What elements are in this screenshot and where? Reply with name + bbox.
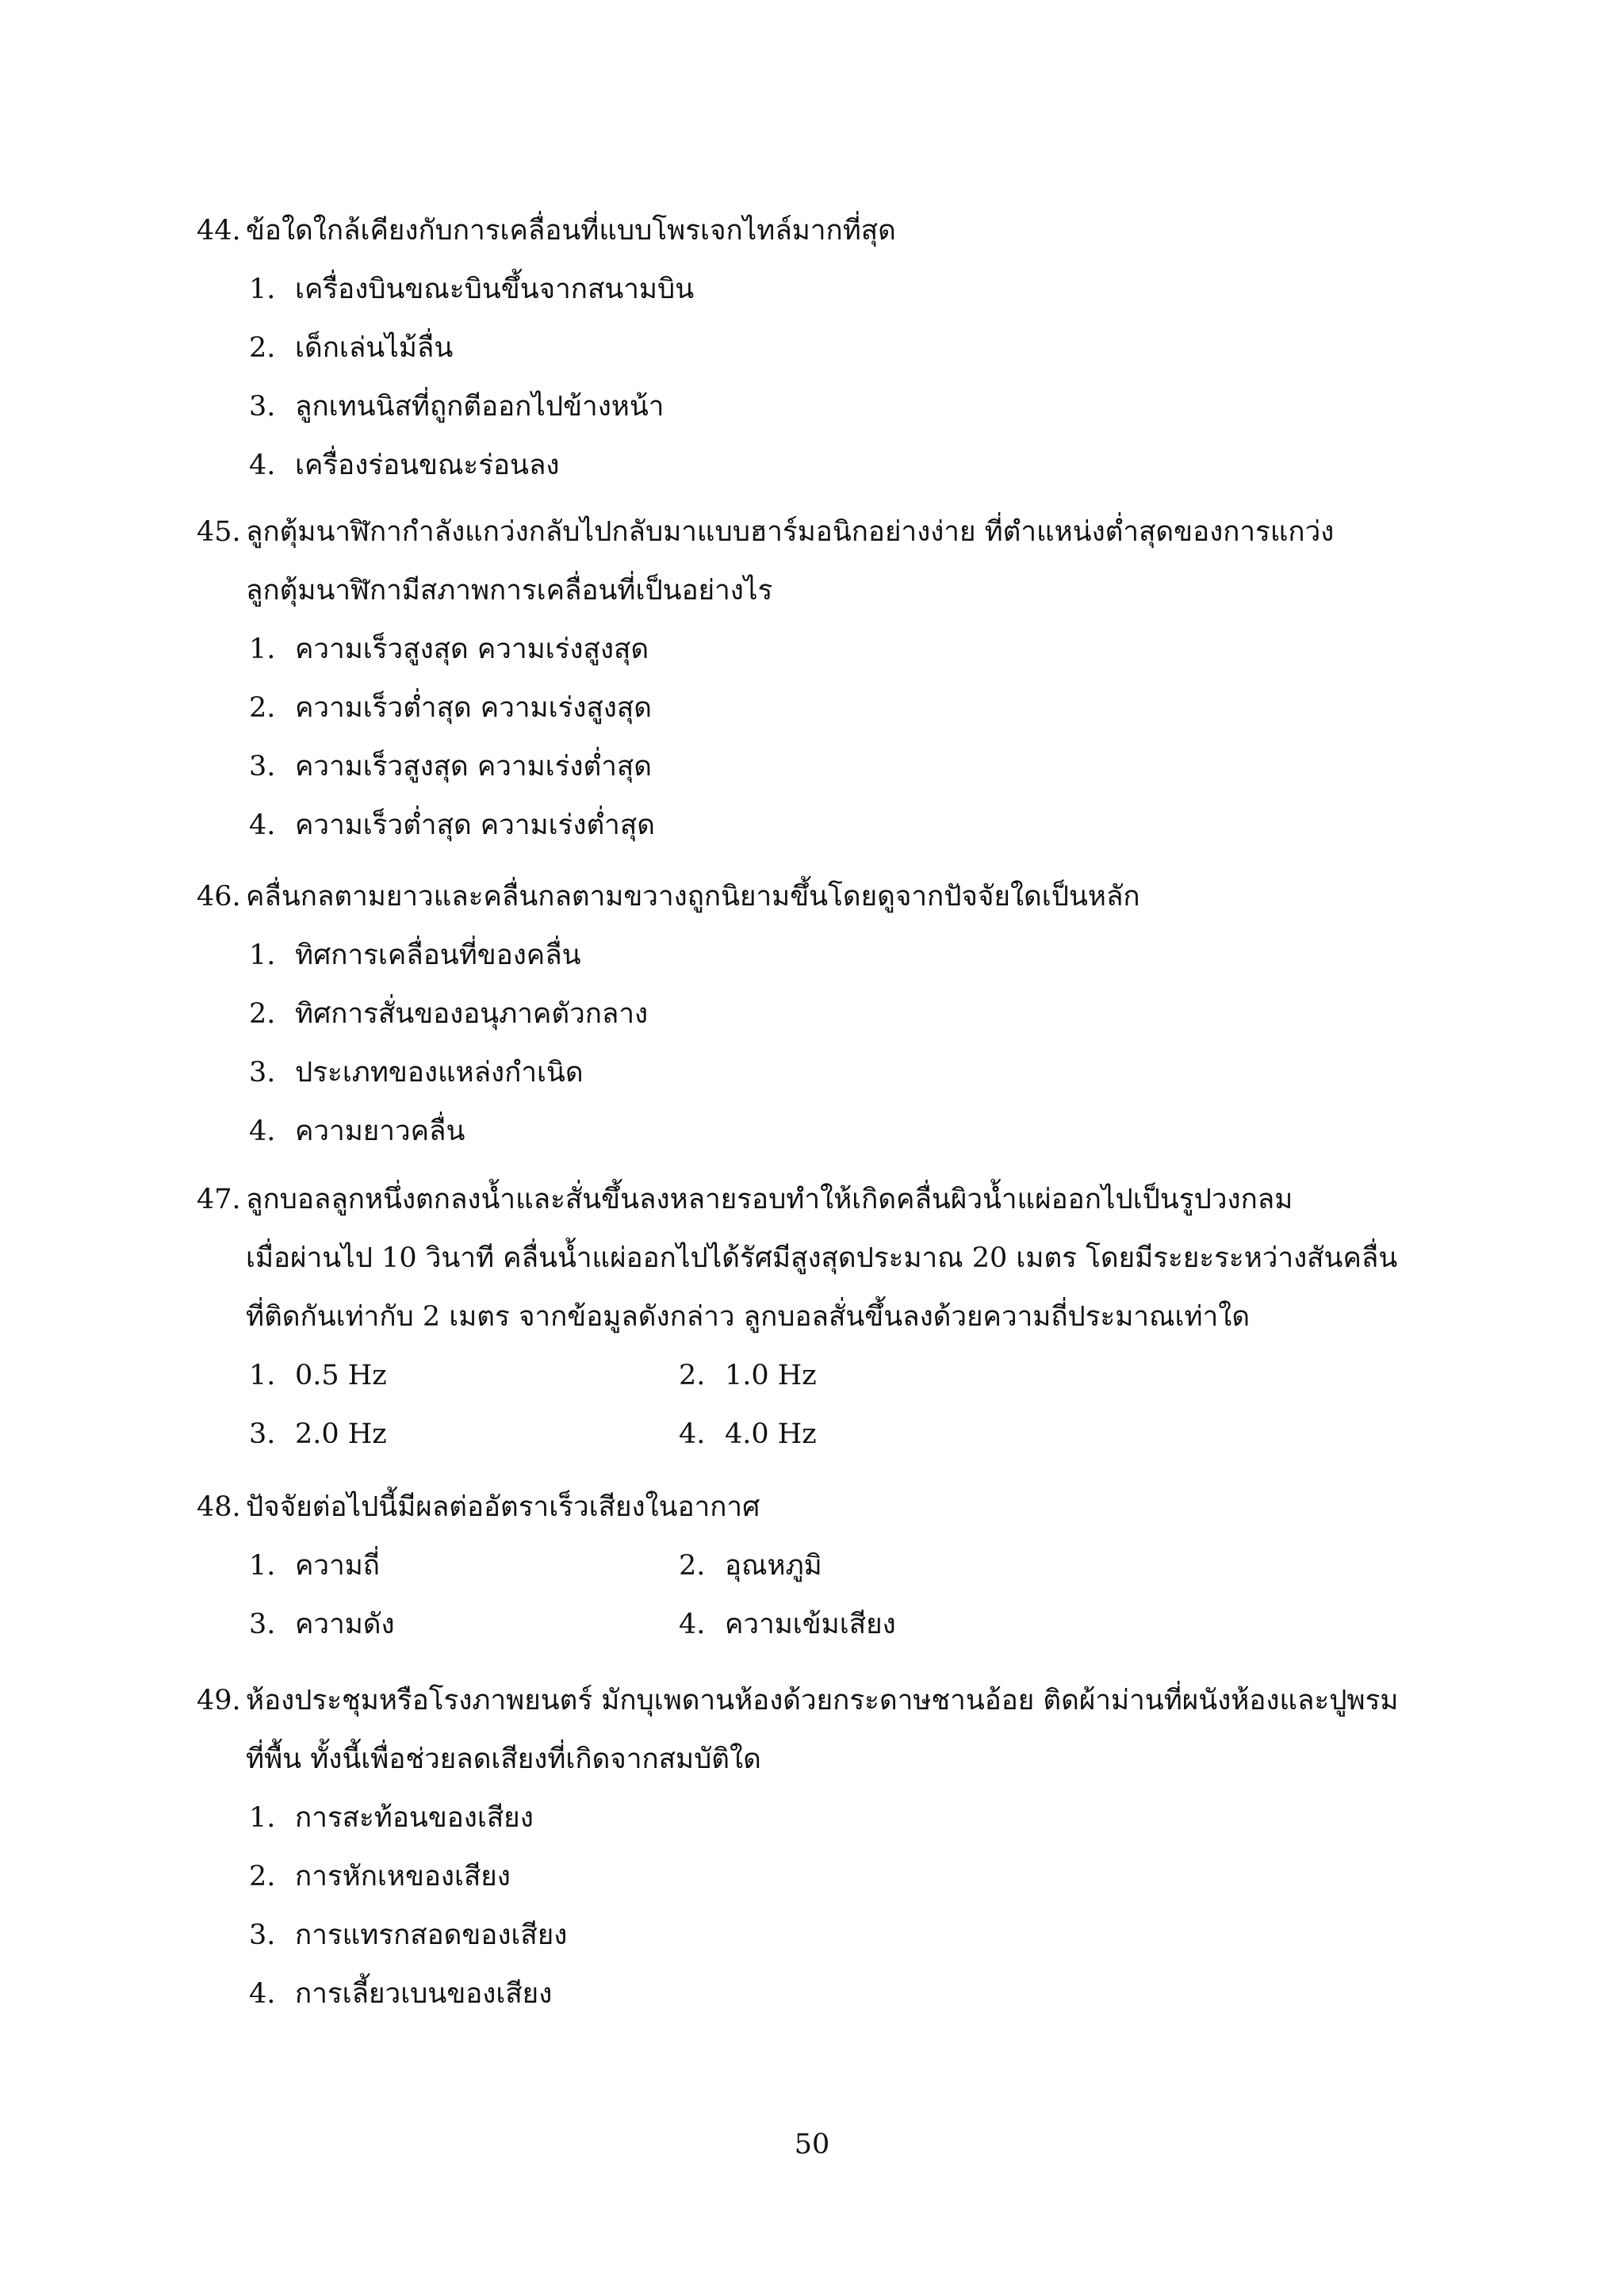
option-text: 4.0 Hz bbox=[725, 1418, 817, 1450]
answer-option-2[interactable] bbox=[679, 1536, 1109, 1595]
option-text: ประเภทของแหล่งกำเนิด bbox=[295, 1057, 584, 1089]
answer-options bbox=[197, 1536, 1434, 1654]
question-text: ที่ติดกันเท่ากับ 2 เมตร จากข้อมูลดังกล่าว ลูกบอลสั่นขึ้นลงด้วยความถี่ประมาณเท่าใด bbox=[246, 1301, 1251, 1333]
answer-option-2[interactable] bbox=[249, 985, 1434, 1043]
option-text: เครื่องร่อนขณะร่อนลง bbox=[295, 450, 560, 481]
answer-option-2[interactable] bbox=[249, 319, 1434, 377]
answer-options-grid bbox=[249, 1536, 1434, 1654]
option-number: 1. bbox=[249, 633, 276, 665]
option-text: อุณหภูมิ bbox=[725, 1550, 822, 1582]
question-44 bbox=[197, 201, 1434, 495]
option-text: 1.0 Hz bbox=[725, 1360, 817, 1391]
question-number: 45. bbox=[197, 516, 241, 548]
option-text: ความเร็วสูงสุด ความเร่งต่ำสุด bbox=[295, 751, 652, 783]
option-number: 3. bbox=[249, 751, 276, 783]
question-47 bbox=[197, 1170, 1434, 1464]
option-text: ความถี่ bbox=[295, 1550, 380, 1582]
answer-option-3[interactable] bbox=[249, 377, 1434, 436]
option-number: 2. bbox=[249, 692, 276, 724]
answer-option-1[interactable] bbox=[249, 1346, 679, 1405]
option-text: ความเร็วต่ำสุด ความเร่งต่ำสุด bbox=[295, 809, 655, 841]
answer-option-4[interactable] bbox=[249, 1102, 1434, 1161]
option-number: 4. bbox=[249, 450, 276, 481]
option-text: การเลี้ยวเบนของเสียง bbox=[295, 1978, 553, 2010]
question-text-continued bbox=[197, 1730, 1434, 1789]
question-stem bbox=[197, 1170, 1434, 1229]
page-number: 50 bbox=[794, 2129, 830, 2160]
question-45 bbox=[197, 503, 1434, 855]
question-text: ห้องประชุมหรือโรงภาพยนตร์ มักบุเพดานห้องด้วยกระดาษชานอ้อย ติดผ้าม่านที่ผนังห้องและปูพรม bbox=[246, 1685, 1399, 1716]
option-number: 4. bbox=[679, 1609, 706, 1640]
option-number: 1. bbox=[249, 274, 276, 305]
question-text-continued bbox=[197, 561, 1434, 620]
option-text: ทิศการเคลื่อนที่ของคลื่น bbox=[295, 939, 581, 971]
option-text: ลูกเทนนิสที่ถูกตีออกไปข้างหน้า bbox=[295, 391, 665, 423]
option-number: 2. bbox=[679, 1360, 706, 1391]
answer-option-3[interactable] bbox=[249, 1043, 1434, 1102]
question-number: 46. bbox=[197, 881, 241, 913]
question-text: ปัจจัยต่อไปนี้มีผลต่ออัตราเร็วเสียงในอากาศ bbox=[246, 1491, 760, 1523]
answer-option-2[interactable] bbox=[249, 679, 1434, 737]
option-text: ความเร็วสูงสุด ความเร่งสูงสุด bbox=[295, 633, 649, 665]
answer-option-2[interactable] bbox=[679, 1346, 1109, 1405]
option-text: 0.5 Hz bbox=[295, 1360, 387, 1391]
question-number: 49. bbox=[197, 1685, 241, 1716]
option-number: 2. bbox=[249, 1861, 276, 1892]
option-number: 2. bbox=[679, 1550, 706, 1582]
answer-option-4[interactable] bbox=[679, 1595, 1109, 1654]
question-text: คลื่นกลตามยาวและคลื่นกลตามขวางถูกนิยามขึ้นโดยดูจากปัจจัยใดเป็นหลัก bbox=[246, 881, 1140, 913]
answer-options bbox=[197, 926, 1434, 1161]
answer-option-3[interactable] bbox=[249, 1595, 679, 1654]
option-number: 1. bbox=[249, 1550, 276, 1582]
option-number: 1. bbox=[249, 1802, 276, 1834]
answer-options bbox=[197, 1346, 1434, 1464]
question-text: ลูกบอลลูกหนึ่งตกลงน้ำและสั่นขึ้นลงหลายรอบทำให้เกิดคลื่นผิวน้ำแผ่ออกไปเป็นรูปวงกลม bbox=[246, 1184, 1293, 1215]
answer-options bbox=[197, 260, 1434, 495]
option-number: 3. bbox=[249, 1418, 276, 1450]
answer-option-4[interactable] bbox=[249, 436, 1434, 495]
option-number: 2. bbox=[249, 998, 276, 1030]
option-number: 4. bbox=[249, 1978, 276, 2010]
question-stem bbox=[197, 503, 1434, 561]
answer-option-1[interactable] bbox=[249, 1789, 1434, 1847]
option-text: การสะท้อนของเสียง bbox=[295, 1802, 534, 1834]
option-text: 2.0 Hz bbox=[295, 1418, 387, 1450]
question-49 bbox=[197, 1671, 1434, 2023]
question-text-continued bbox=[197, 1229, 1434, 1288]
option-number: 4. bbox=[249, 1115, 276, 1147]
answer-option-1[interactable] bbox=[249, 260, 1434, 319]
option-number: 3. bbox=[249, 391, 276, 423]
option-text: เด็กเล่นไม้ลื่น bbox=[295, 332, 454, 364]
option-text: ความดัง bbox=[295, 1609, 395, 1640]
question-48 bbox=[197, 1478, 1434, 1654]
answer-option-3[interactable] bbox=[249, 1405, 679, 1464]
option-number: 1. bbox=[249, 1360, 276, 1391]
answer-option-4[interactable] bbox=[249, 1965, 1434, 2023]
answer-option-1[interactable] bbox=[249, 1536, 679, 1595]
answer-option-4[interactable] bbox=[249, 796, 1434, 855]
question-number: 48. bbox=[197, 1491, 241, 1523]
question-text: ลูกตุ้มนาฬิกามีสภาพการเคลื่อนที่เป็นอย่างไร bbox=[246, 575, 773, 607]
question-number: 44. bbox=[197, 215, 241, 247]
question-stem bbox=[197, 867, 1434, 926]
option-text: ความเร็วต่ำสุด ความเร่งสูงสุด bbox=[295, 692, 652, 724]
answer-options bbox=[197, 1789, 1434, 2023]
option-number: 2. bbox=[249, 332, 276, 364]
answer-option-1[interactable] bbox=[249, 926, 1434, 985]
question-stem bbox=[197, 201, 1434, 260]
question-stem bbox=[197, 1478, 1434, 1536]
question-number: 47. bbox=[197, 1184, 241, 1215]
option-text: ความยาวคลื่น bbox=[295, 1115, 465, 1147]
question-text-continued bbox=[197, 1288, 1434, 1346]
question-text: เมื่อผ่านไป 10 วินาที คลื่นน้ำแผ่ออกไปได้รัศมีสูงสุดประมาณ 20 เมตร โดยมีระยะระหว่างสันคลื่น bbox=[246, 1242, 1398, 1274]
question-46 bbox=[197, 867, 1434, 1161]
question-text: ที่พื้น ทั้งนี้เพื่อช่วยลดเสียงที่เกิดจากสมบัติใด bbox=[246, 1743, 761, 1775]
option-text: ความเข้มเสียง bbox=[725, 1609, 896, 1640]
answer-options bbox=[197, 620, 1434, 855]
answer-option-2[interactable] bbox=[249, 1847, 1434, 1906]
question-text: ลูกตุ้มนาฬิกากำลังแกว่งกลับไปกลับมาแบบฮาร์มอนิกอย่างง่าย ที่ตำแหน่งต่ำสุดของการแกว่ง bbox=[246, 516, 1335, 548]
option-text: ทิศการสั่นของอนุภาคตัวกลาง bbox=[295, 998, 649, 1030]
answer-option-3[interactable] bbox=[249, 1906, 1434, 1965]
answer-option-4[interactable] bbox=[679, 1405, 1109, 1464]
option-number: 3. bbox=[249, 1919, 276, 1951]
option-text: การหักเหของเสียง bbox=[295, 1861, 511, 1892]
option-number: 3. bbox=[249, 1609, 276, 1640]
question-stem bbox=[197, 1671, 1434, 1730]
question-text: ข้อใดใกล้เคียงกับการเคลื่อนที่แบบโพรเจกไทล์มากที่สุด bbox=[246, 215, 896, 247]
answer-option-1[interactable] bbox=[249, 620, 1434, 679]
option-number: 3. bbox=[249, 1057, 276, 1089]
option-text: การแทรกสอดของเสียง bbox=[295, 1919, 568, 1951]
option-text: เครื่องบินขณะบินขึ้นจากสนามบิน bbox=[295, 274, 695, 305]
option-number: 4. bbox=[249, 809, 276, 841]
answer-option-3[interactable] bbox=[249, 737, 1434, 796]
option-number: 1. bbox=[249, 939, 276, 971]
answer-options-grid bbox=[249, 1346, 1434, 1464]
option-number: 4. bbox=[679, 1418, 706, 1450]
